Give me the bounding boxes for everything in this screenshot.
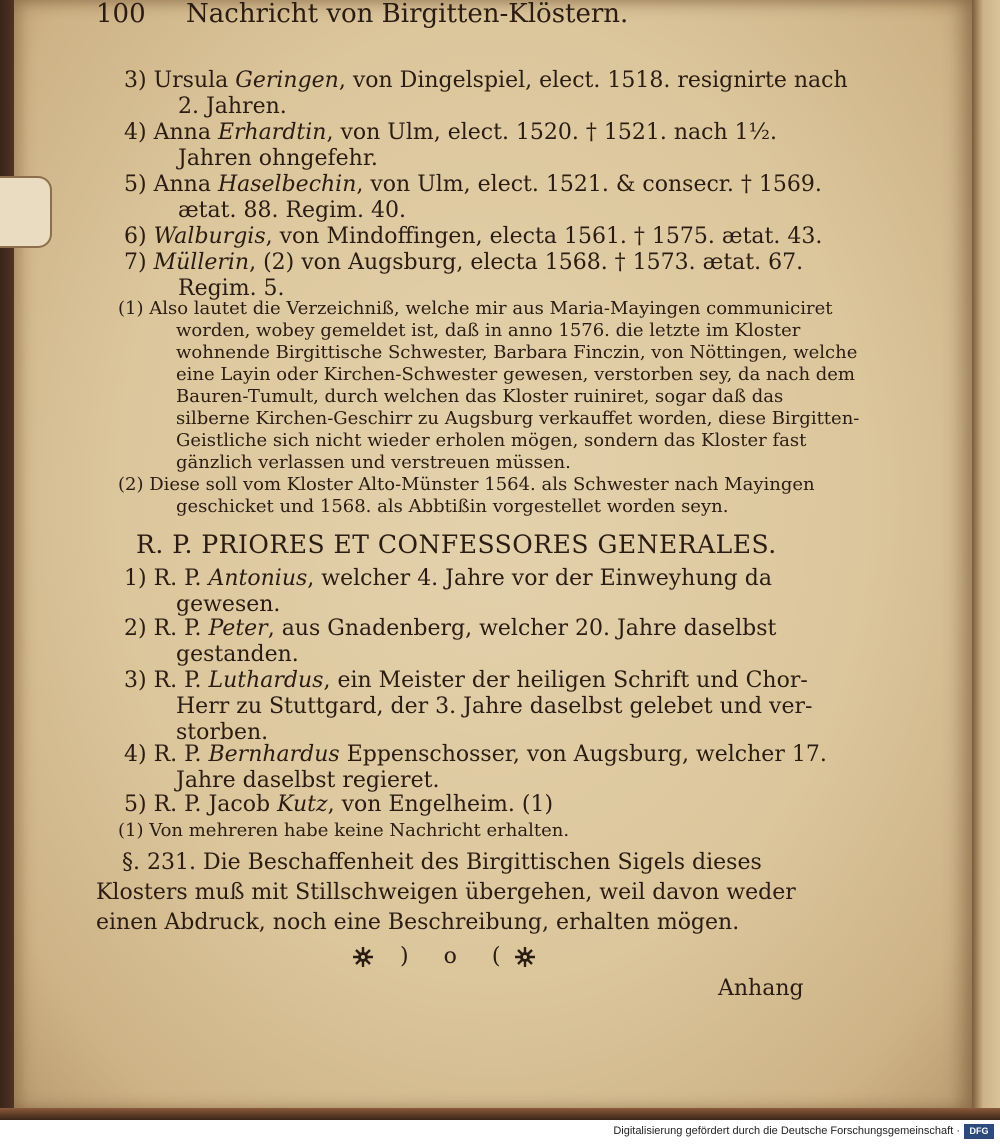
footnote-line: silberne Kirchen-Geschirr zu Augsburg verkauffet worden, diese Birgitten- <box>176 408 860 429</box>
priores-line: storben. <box>176 720 269 745</box>
entry-line: 5) Anna Haselbechin, von Ulm, elect. 1521. & consecr. † 1569. <box>124 172 822 197</box>
ornament-star-icon <box>352 946 374 968</box>
paragraph-line: einen Abdruck, noch eine Beschreibung, erhalten mögen. <box>96 910 740 935</box>
priores-line: 3) R. P. Luthardus, ein Meister der heiligen Schrift und Chor- <box>124 668 808 693</box>
running-header <box>96 0 628 28</box>
page-bottom-edge <box>0 1108 1000 1120</box>
priores-line: 5) R. P. Jacob Kutz, von Engelheim. (1) <box>124 792 554 817</box>
entry-line: 7) Müllerin, (2) von Augsburg, electa 1568. † 1573. ætat. 67. <box>124 250 804 275</box>
priores-line: 4) R. P. Bernhardus Eppenschosser, von Augsburg, welcher 17. <box>124 742 827 767</box>
entry-line: Jahren ohngefehr. <box>178 146 378 171</box>
dfg-logo: DFG <box>964 1124 994 1139</box>
bookmark-tab <box>0 176 52 248</box>
running-title: Nachricht von Birgitten-Klöstern. <box>186 0 629 29</box>
priores-line: gestanden. <box>176 642 299 667</box>
footnote-line: eine Layin oder Kirchen-Schwester gewesen, verstorben sey, da nach dem <box>176 364 855 385</box>
ornament-text: ) o ( <box>400 944 515 969</box>
ornament-star-icon <box>514 946 536 968</box>
entry-line: Regim. 5. <box>178 276 285 301</box>
entry-line: 4) Anna Erhardtin, von Ulm, elect. 1520. † 1521. nach 1½. <box>124 120 777 145</box>
footnote-line: (1) Also lautet die Verzeichniß, welche mir aus Maria-Mayingen communiciret <box>118 298 833 319</box>
paragraph-line: Klosters muß mit Stillschweigen übergehen, weil davon weder <box>96 880 796 905</box>
footnote-line: wohnende Birgittische Schwester, Barbara Finczin, von Nöttingen, welche <box>176 342 858 363</box>
catchword: Anhang <box>718 976 804 1001</box>
entry-line: 3) Ursula Geringen, von Dingelspiel, elect. 1518. resignirte nach <box>124 68 848 93</box>
section-heading: R. P. PRIORES ET CONFESSORES GENERALES. <box>136 530 777 559</box>
footnote-line: (2) Diese soll vom Kloster Alto-Münster 1564. als Schwester nach Mayingen <box>118 474 815 495</box>
priores-line: 2) R. P. Peter, aus Gnadenberg, welcher 20. Jahre daselbst <box>124 616 777 641</box>
page-number: 100 <box>96 0 146 29</box>
footer-bar <box>0 1120 1000 1144</box>
footnote-line: worden, wobey gemeldet ist, daß in anno 1576. die letzte im Kloster <box>176 320 801 341</box>
priores-line: 1) R. P. Antonius, welcher 4. Jahre vor der Einweyhung da <box>124 566 772 591</box>
paragraph-line: §. 231. Die Beschaffenheit des Birgittischen Sigels dieses <box>122 850 762 875</box>
entry-line: 6) Walburgis, von Mindoffingen, electa 1561. † 1575. ætat. 43. <box>124 224 823 249</box>
entry-line: ætat. 88. Regim. 40. <box>178 198 406 223</box>
next-page-edge <box>972 0 1000 1112</box>
footnote-line: Bauren-Tumult, durch welchen das Kloster ruiniret, sogar daß das <box>176 386 784 407</box>
footer-credit: Digitalisierung gefördert durch die Deutsche Forschungsgemeinschaft · <box>613 1125 960 1137</box>
footnote-line: geschicket und 1568. als Abbtißin vorgestellet worden seyn. <box>176 496 729 517</box>
footnote-line: (1) Von mehreren habe keine Nachricht erhalten. <box>118 820 570 841</box>
priores-line: Jahre daselbst regieret. <box>176 768 440 793</box>
footnote-line: gänzlich verlassen und verstreuen müssen. <box>176 452 571 473</box>
priores-line: gewesen. <box>176 592 281 617</box>
priores-line: Herr zu Stuttgard, der 3. Jahre daselbst gelebet und ver- <box>176 694 813 719</box>
entry-line: 2. Jahren. <box>178 94 287 119</box>
footnote-line: Geistliche sich nicht wieder erholen mögen, sondern das Kloster fast <box>176 430 807 451</box>
